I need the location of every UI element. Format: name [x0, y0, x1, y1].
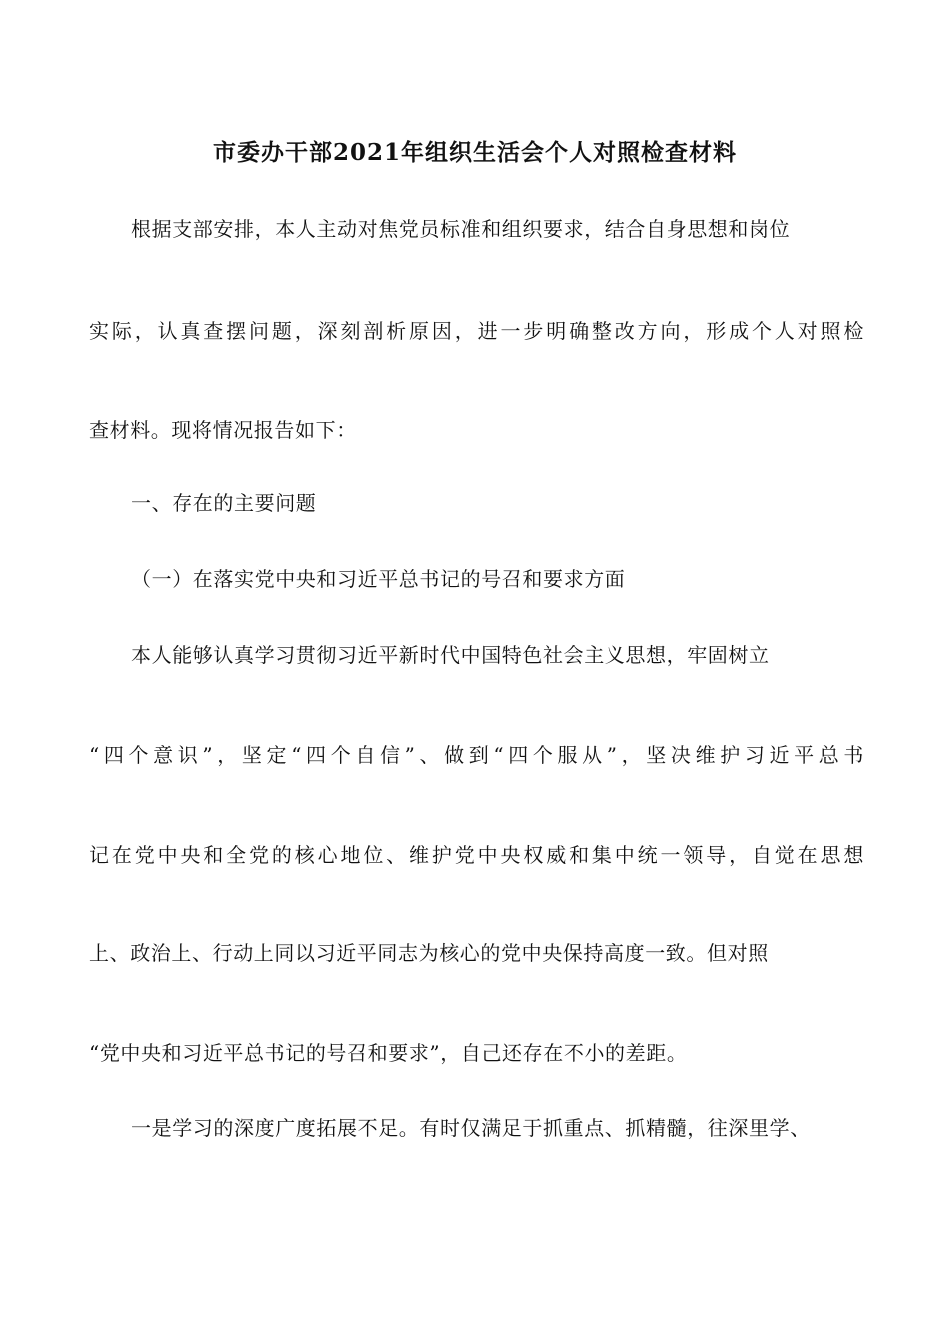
paragraph-body-line-2: “四个意识”，坚定“四个自信”、做到“四个服从”，坚决维护习近平总书 [89, 743, 864, 767]
paragraph-body-line-1: 本人能够认真学习贯彻习近平新时代中国特色社会主义思想，牢固树立 [131, 643, 770, 667]
paragraph-point-line-1: 一是学习的深度广度拓展不足。有时仅满足于抓重点、抓精髓，往深里学、 [131, 1116, 811, 1140]
paragraph-intro-line-1: 根据支部安排，本人主动对焦党员标准和组织要求，结合自身思想和岗位 [131, 217, 791, 241]
paragraph-body-line-5: “党中央和习近平总书记的号召和要求”，自己还存在不小的差距。 [89, 1041, 688, 1065]
paragraph-body-line-3: 记在党中央和全党的核心地位、维护党中央权威和集中统一领导，自觉在思想 [89, 843, 864, 867]
subsection-heading-1: （一）在落实党中央和习近平总书记的号召和要求方面 [131, 567, 626, 591]
paragraph-body-line-4: 上、政治上、行动上同以习近平同志为核心的党中央保持高度一致。但对照 [89, 941, 769, 965]
paragraph-intro-line-3: 查材料。现将情况报告如下： [89, 418, 357, 442]
section-heading-1: 一、存在的主要问题 [131, 491, 317, 515]
paragraph-intro-line-2: 实际，认真查摆问题，深刻剖析原因，进一步明确整改方向，形成个人对照检 [89, 319, 864, 343]
document-title: 市委办干部2021年组织生活会个人对照检查材料 [212, 139, 737, 166]
